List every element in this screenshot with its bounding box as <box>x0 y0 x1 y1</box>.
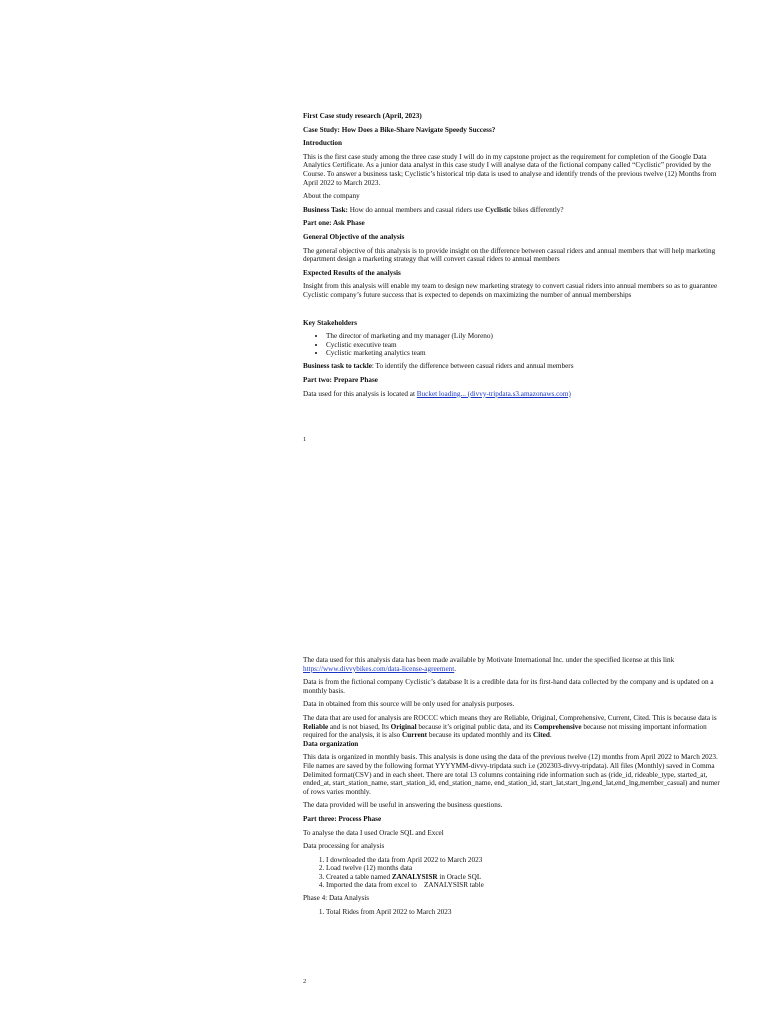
roccc-text: because it’s original public data, and its <box>418 722 532 731</box>
list-item: • The director of marketing and my manager (Lily Moreno) <box>326 332 723 340</box>
license-text: The data used for this analysis data has been made available by Motivate International Inc. under the specified license at this link <box>303 656 675 664</box>
roccc-text: The data that are used for analysis are ROCCC which means they are Reliable, Original, Comprehensive, Current, Cited. This is because data is <box>303 713 717 722</box>
analysis-list <box>303 908 723 916</box>
data-location-text: Data used for this analysis is located at <box>303 389 415 398</box>
business-task-to-tackle <box>303 362 723 371</box>
roccc-cited: Cited <box>533 731 550 740</box>
bucket-link[interactable]: Bucket loading... (divvy-tripdata.s3.amazonaws.com) <box>416 389 571 398</box>
roccc-text: because its updated monthly and its <box>428 731 532 740</box>
processing-heading: Data processing for analysis <box>303 842 385 851</box>
tackle-label: Business task to tackle <box>303 362 372 371</box>
data-organization-paragraph: This data is organized in monthly basis. This analysis is done using the data of the previous twelve (12) months from April 2022 to March 2023. File names are saved by the following format YYYYMM-divvy-tripdata such i.e (202303-divvy-tripdata). All files (Monthly) saved in Comma Delimited format(CSV) and in each sheet. There are total 13 columns containing ride information such as (ride_id, rideable_type, started_at, ended_at, start_station_name, start_station_id, end_station_name, end_station_id, start_lat,start_lng,end_lat,end_lng,member_casual) and numer of rows varies monthly. <box>303 753 720 796</box>
business-task-text-b: bikes differently? <box>513 205 564 214</box>
roccc-reliable: Reliable <box>303 722 329 731</box>
business-task-bold: Cyclistic <box>485 205 512 214</box>
useful-paragraph: The data provided will be useful in answering the business questions. <box>303 801 503 810</box>
list-item: • Cyclistic marketing analytics team <box>326 349 723 357</box>
processing-steps <box>303 856 723 890</box>
expected-results-paragraph: Insight from this analysis will enable my team to design new marketing strategy to convert casual riders into annual members so as to guarantee Cyclistic company’s future success that is expected to depends on maximizing the number of annual memberships <box>303 282 718 299</box>
introduction-paragraph: This is the first case study among the three case study I will do in my capstone project as the requirement for completion of the Google Data Analytics Certificate. As a junior data analyst in this case study I will analyse data of the fictional company called “Cyclistic” provided by the Course. To answer a business task; Cyclistic’s historical trip data is used to analyse and identify trends of the previous twelve (12) Months from April 2022 to March 2023. <box>303 152 717 187</box>
page-2 <box>303 656 723 921</box>
list-item: 2. Load twelve (12) months data <box>326 864 723 872</box>
roccc-text: . <box>549 731 552 740</box>
page-1 <box>303 112 723 403</box>
list-item: 4. Imported the data from excel to ZANALYSISR table <box>326 881 723 889</box>
document-title: First Case study research (April, 2023) <box>303 112 422 120</box>
stakeholders-heading: Key Stakeholders <box>303 318 358 327</box>
tackle-text: : To identify the difference between casual riders and annual members <box>371 362 574 371</box>
step-text: Created a table named <box>326 872 391 881</box>
expected-results-heading: Expected Results of the analysis <box>303 268 401 277</box>
roccc-paragraph <box>303 714 723 740</box>
data-organization-heading: Data organization <box>303 739 359 748</box>
part-one-heading: Part one: Ask Phase <box>303 219 365 228</box>
stakeholders-list <box>303 332 723 357</box>
roccc-current: Current <box>402 731 428 740</box>
introduction-heading: Introduction <box>303 139 343 148</box>
table-name: ZANALYSISR <box>391 872 438 881</box>
case-study-title: Case Study: How Does a Bike-Share Navigate Speedy Success? <box>303 125 496 134</box>
business-task <box>303 206 723 215</box>
about-company: About the company <box>303 192 360 201</box>
list-item: 1. I downloaded the data from April 2022 to March 2023 <box>326 856 723 864</box>
license-link[interactable]: https://www.divvybikes.com/data-license-agreement <box>303 664 455 673</box>
data-location <box>303 390 723 399</box>
page-number-2: 2 <box>303 978 307 985</box>
page-number-1: 1 <box>303 436 307 443</box>
roccc-original: Original <box>390 722 417 731</box>
phase-four-heading: Phase 4: Data Analysis <box>303 894 370 903</box>
roccc-text: because not missing important information required for the analysis, it is also <box>303 722 707 740</box>
data-source-paragraph: Data is from the fictional company Cyclistic’s database It is a credible data for its first-hand data collected by the company and is updated on a monthly basis. <box>303 678 714 695</box>
tools-paragraph: To analyse the data I used Oracle SQL and Excel <box>303 828 444 837</box>
general-objective-heading: General Objective of the analysis <box>303 232 405 241</box>
business-task-label: Business Task: <box>303 205 348 214</box>
list-item: 1. Total Rides from April 2022 to March 2023 <box>326 908 723 916</box>
general-objective-paragraph: The general objective of this analysis is to provide insight on the difference between casual riders and annual members that will help marketing department design a marketing strategy that will convert casual riders to annual members <box>303 246 716 264</box>
list-item: • Cyclistic executive team <box>326 341 723 349</box>
list-item <box>326 873 723 881</box>
part-three-heading: Part three: Process Phase <box>303 814 382 823</box>
part-two-heading: Part two: Prepare Phase <box>303 375 378 384</box>
roccc-text: and is not biased, Its <box>329 722 389 731</box>
business-task-text-a: How do annual members and casual riders use <box>349 205 484 214</box>
step-text: in Oracle SQL <box>439 872 482 881</box>
roccc-comprehensive: Comprehensive <box>533 722 582 731</box>
license-paragraph: The data used for this analysis data has been made available by Motivate International Inc. under the specified license at this link https://www.divvybikes.com/data-license-agreement. <box>303 656 675 673</box>
data-usage-paragraph: Data in obtained from this source will be only used for analysis purposes. <box>303 700 515 709</box>
